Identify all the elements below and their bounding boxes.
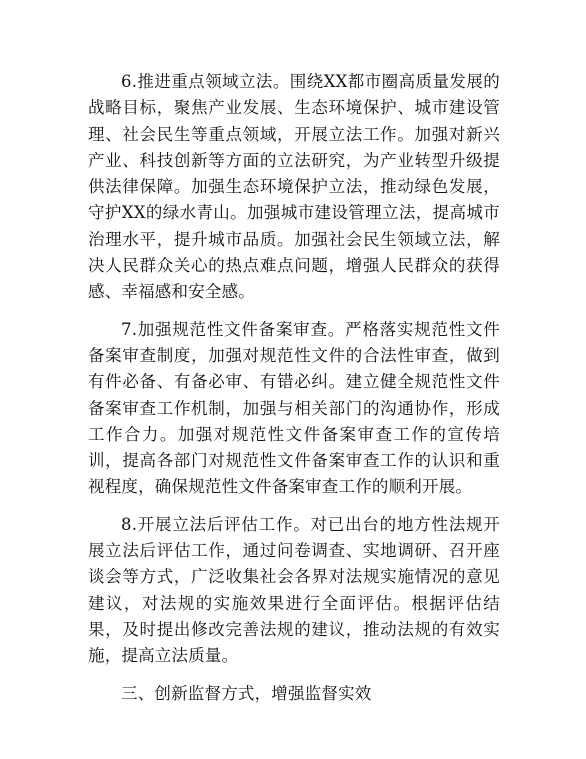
paragraph-item-8: 8.开展立法后评估工作。对已出台的地方性法规开展立法后评估工作，通过问卷调查、实地调研、召开座谈会等方式，广泛收集社会各界对法规实施情况的意见建议，对法规的实施效果进行全面评估。根据评估结果，及时提出修改完善法规的建议，推动法规的有效实施，提高立法质量。 (88, 514, 500, 666)
document-body (88, 69, 500, 707)
paragraph-item-6: 6.推进重点领域立法。围绕XX都市圈高质量发展的战略目标，聚焦产业发展、生态环境保护、城市建设管理、社会民生等重点领域，开展立法工作。加强对新兴产业、科技创新等方面的立法研究，为产业转型升级提供法律保障。加强生态环境保护立法，推动绿色发展，守护XX的绿水青山。加强城市建设管理立法，提高城市治理水平，提升城市品质。加强社会民生领域立法，解决人民群众关心的热点难点问题，增强人民群众的获得感、幸福感和安全感。 (88, 72, 500, 302)
paragraph-item-7: 7.加强规范性文件备案审查。严格落实规范性文件备案审查制度，加强对规范性文件的合法性审查，做到有件必备、有备必审、有错必纠。建立健全规范性文件备案审查工作机制，加强与相关部门的沟通协作，形成工作合力。加强对规范性文件备案审查工作的宣传培训，提高各部门对规范性文件备案审查工作的认识和重视程度，确保规范性文件备案审查工作的顺利开展。 (88, 319, 500, 497)
section-heading: 三、创新监督方式，增强监督实效 (121, 683, 372, 703)
